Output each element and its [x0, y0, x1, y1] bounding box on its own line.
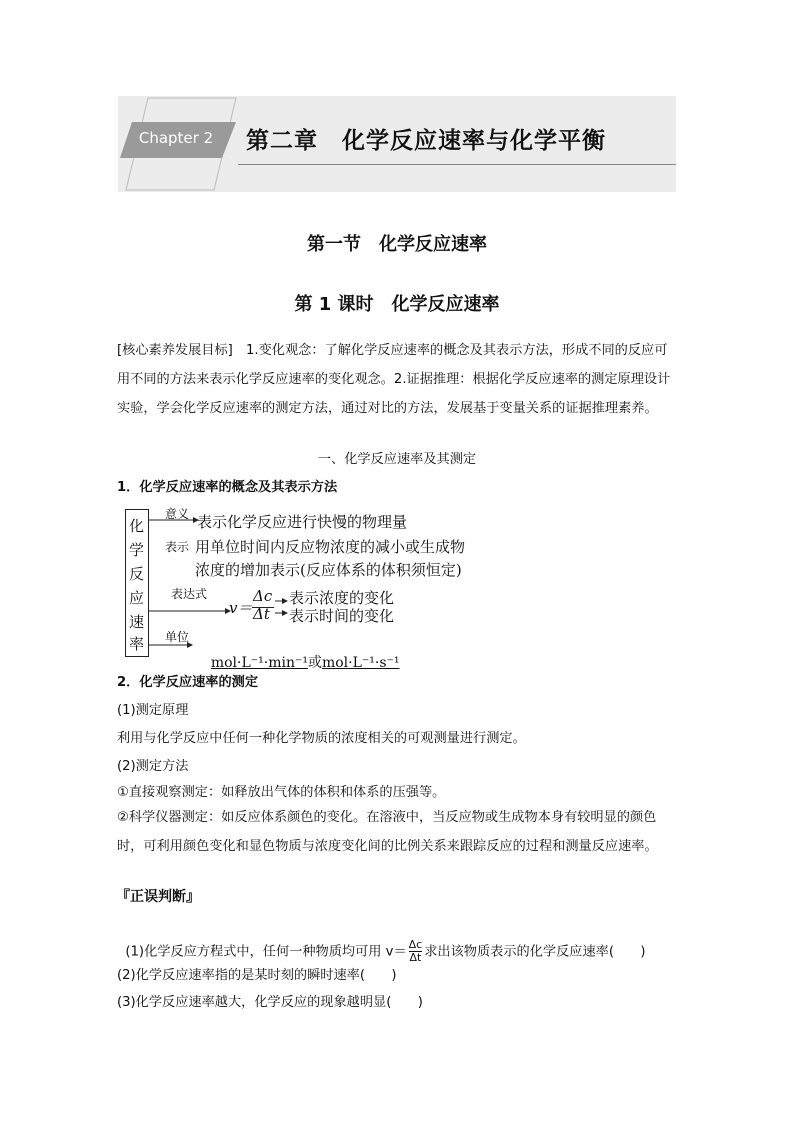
concept-heading: 1．化学反应速率的概念及其表示方法	[117, 480, 338, 495]
measure-method-item-2: ②科学仪器测定：如反应体系颜色的变化。在溶液中，当反应物或生成物本身有较明显的颜色时，可利用颜色变化和显色物质与浓度变化间的比例关系来跟踪反应的过程和测量反应速率。	[117, 810, 658, 854]
expression-label: 表达式	[171, 587, 208, 601]
box-char: 率	[129, 635, 145, 653]
judgement-item-3: (3)化学反应速率越大，化学反应的现象越明显( )	[117, 995, 423, 1010]
judgement-tag: 『正误判断』	[116, 889, 200, 905]
judgement-item-2: (2)化学反应速率指的是某时刻的瞬时速率( )	[117, 968, 397, 983]
chapter-label: Chapter 2	[138, 129, 214, 147]
expression-denominator: Δt	[253, 605, 270, 623]
part-heading: 一、化学反应速率及其测定	[317, 452, 477, 467]
objectives-tag: [核心素养发展目标]	[117, 343, 233, 358]
judgement-fraction-den: Δt	[409, 951, 422, 964]
representation-label: 表示	[165, 540, 190, 554]
chapter-title: 第二章 化学反应速率与化学平衡	[246, 128, 606, 154]
judgement-item-1-post: 求出该物质表示的化学反应速率( )	[424, 944, 646, 960]
box-char: 速	[129, 613, 145, 631]
section-title: 第一节 化学反应速率	[307, 234, 487, 255]
representation-line-1: 用单位时间内反应物浓度的减小或生成物	[195, 538, 466, 556]
meaning-label: 意义	[165, 507, 190, 521]
unit-or: 或	[307, 655, 322, 671]
measure-principle-title: (1)测定原理	[117, 703, 189, 718]
unit-1: mol·L⁻¹·min⁻¹	[210, 655, 308, 671]
box-char: 化	[129, 517, 145, 535]
representation-line-2: 浓度的增加表示(反应体系的体积须恒定)	[195, 561, 462, 579]
expression-numerator: Δc	[253, 587, 273, 605]
judgement-fraction	[409, 939, 423, 964]
box-char: 应	[129, 589, 145, 607]
judgement-item-1	[117, 924, 646, 964]
concept-diagram	[125, 505, 525, 671]
expression-v: v＝	[229, 599, 253, 617]
banner-rule	[238, 164, 676, 165]
numerator-meaning: 表示浓度的变化	[289, 589, 395, 607]
measure-method-title: (2)测定方法	[117, 759, 189, 774]
objectives-text: 1.变化观念：了解化学反应速率的概念及其表示方法，形成不同的反应可用不同的方法来表示化学反应速率的变化观念。2.证据推理：根据化学反应速率的测定原理设计实验，学会化学反应速率的测定方法，通过对比的方法，发展基于变量关系的证据推理素养。	[117, 343, 671, 416]
box-char: 反	[129, 565, 145, 583]
unit-label: 单位	[165, 630, 190, 644]
judgement-fraction-num: Δc	[408, 938, 423, 951]
denominator-meaning: 表示时间的变化	[289, 607, 395, 625]
measure-heading: 2．化学反应速率的测定	[117, 675, 259, 690]
box-char: 学	[129, 541, 145, 559]
measure-method-item-1: ①直接观察测定：如释放出气体的体积和体系的压强等。	[117, 785, 446, 800]
meaning-text: 表示化学反应进行快慢的物理量	[197, 513, 408, 531]
objectives-paragraph	[117, 336, 679, 423]
lesson-title: 第 1 课时 化学反应速率	[294, 294, 500, 315]
judgement-item-1-pre: (1)化学反应方程式中，任何一种物质均可用 v＝	[125, 944, 407, 960]
unit-2: mol·L⁻¹·s⁻¹	[321, 655, 400, 671]
measure-principle-text: 利用与化学反应中任何一种化学物质的浓度相关的可观测量进行测定。	[117, 731, 526, 746]
